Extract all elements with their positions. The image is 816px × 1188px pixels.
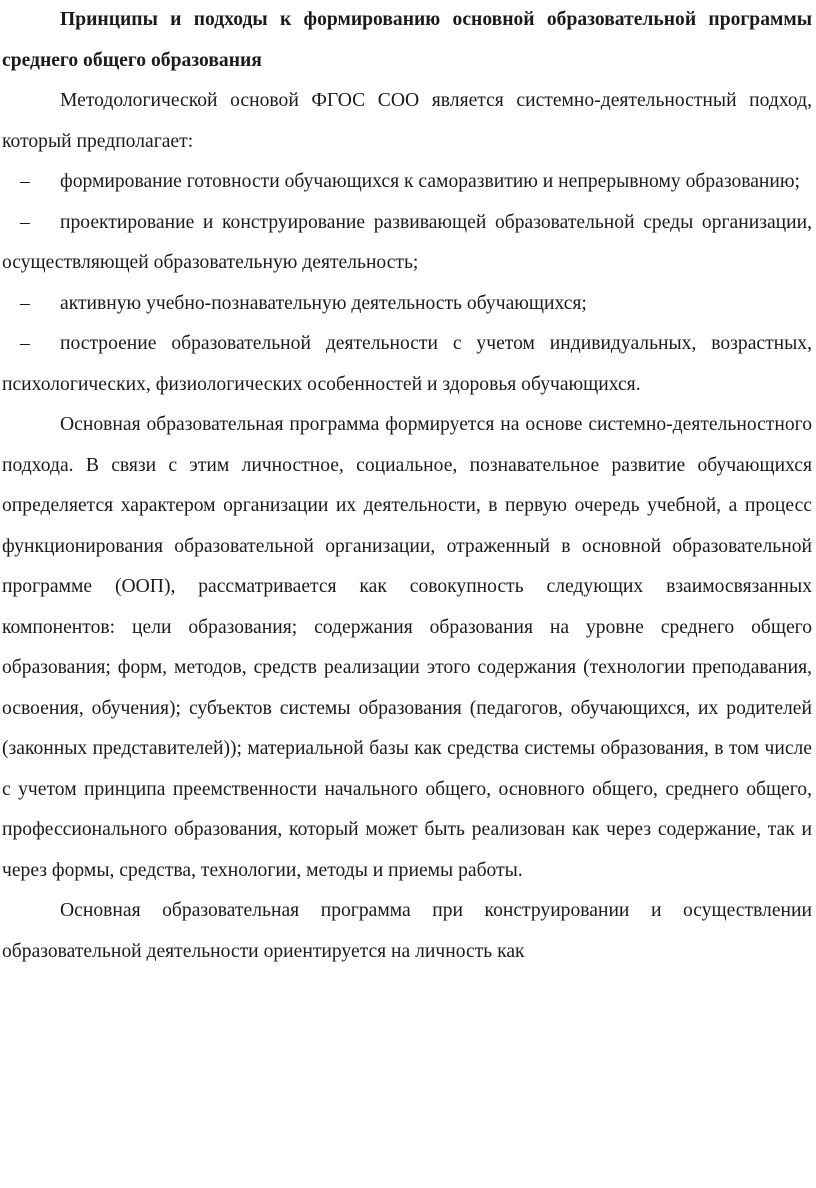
list-dash: – [20,211,30,233]
list-dash: – [20,333,30,354]
list-item-text: формирование готовности обучающихся к саморазвитию и непрерывному образованию; [60,171,800,192]
section-heading: Принципы и подходы к формированию основной образовательной программы среднего общего образования [2,9,812,71]
approach-list [2,162,812,405]
intro-paragraph: Методологической основой ФГОС СОО является системно-деятельностный подход, который предполагает: [2,90,812,152]
list-item [2,203,812,284]
list-item-text: проектирование и конструирование развивающей образовательной среды организации, осуществляющей образовательную деятельность; [2,211,812,273]
list-item-text: построение образовательной деятельности с учетом индивидуальных, возрастных, психологических, физиологических особенностей и здоровья обучающихся. [2,333,812,395]
list-item [2,284,812,325]
body-paragraph: Основная образовательная программа формируется на основе системно-деятельностного подхода. В связи с этим личностное, социальное, познавательное развитие обучающихся определяется характером организации их деятельности, в первую очередь учебной, а процесс функционирования образовательной организации, отраженный в основной образовательной программе (ООП), рассматривается как совокупность следующих взаимосвязанных компонентов: цели образования; содержания образования на уровне среднего общего образования; форм, методов, средств реализации этого содержания (технологии преподавания, освоения, обучения); субъектов системы образования (педагогов, обучающихся, их родителей (законных представителей)); материальной базы как средства системы образования, в том числе с учетом принципа преемственности начального общего, основного общего, среднего общего, профессионального образования, который может быть реализован как через содержание, так и через формы, средства, технологии, методы и приемы работы. [2,414,812,881]
list-item [2,162,812,203]
list-dash: – [20,292,30,314]
list-item-text: активную учебно-познавательную деятельность обучающихся; [60,292,587,314]
body-paragraph: Основная образовательная программа при конструировании и осуществлении образовательной деятельности ориентируется на личность как [2,900,812,962]
list-dash: – [20,171,30,192]
list-item [2,324,812,405]
